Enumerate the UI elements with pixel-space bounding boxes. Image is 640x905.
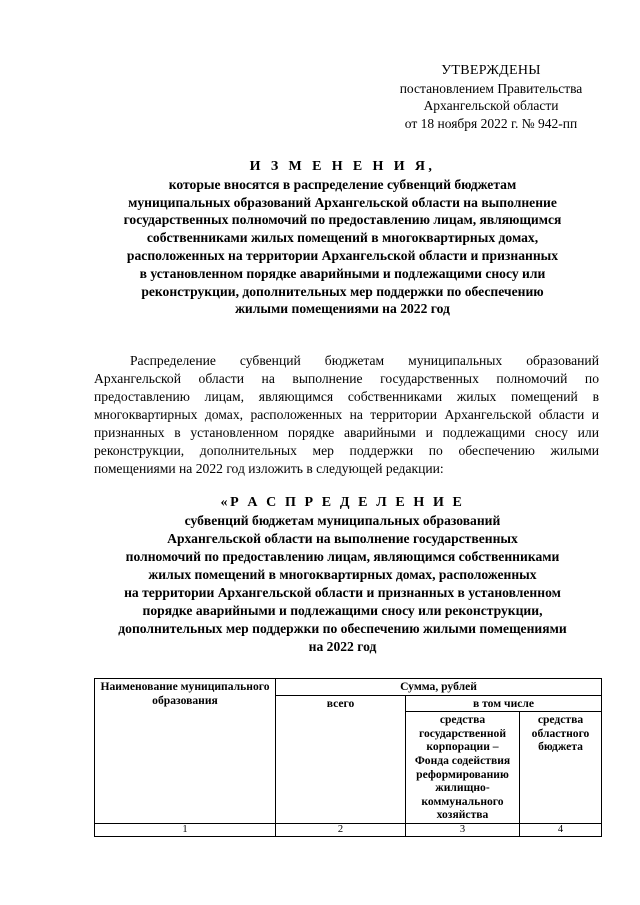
changes-title-line: жилыми помещениями на 2022 год xyxy=(235,301,450,317)
column-number: 4 xyxy=(520,823,602,836)
column-number: 3 xyxy=(406,823,520,836)
changes-title-line: муниципальных образований Архангельской области на выполнение xyxy=(128,194,557,210)
distribution-title-line: жилых помещений в многоквартирных домах, расположенных xyxy=(148,567,537,582)
changes-title xyxy=(80,158,605,318)
approval-line: Архангельской области xyxy=(423,98,559,113)
distribution-heading: «Р А С П Р Е Д Е Л Е Н И Е xyxy=(220,495,465,510)
distribution-title xyxy=(80,494,605,656)
subsidy-table xyxy=(94,678,602,837)
changes-title-line: государственных полномочий по предоставлению лицам, являющимся xyxy=(123,212,562,228)
distribution-title-line: порядке аварийными и подлежащими сносу или реконструкции, xyxy=(142,603,543,618)
changes-title-line: расположенных на территории Архангельской области и признанных xyxy=(126,247,559,263)
approval-date-line: от 18 ноября 2022 г. № 942-пп xyxy=(404,115,578,131)
distribution-title-line: Архангельской области на выполнение государственных xyxy=(167,531,518,546)
body-paragraph: Распределение субвенций бюджетам муниципальных образований Архангельской области на выполнение государственных полномочий по предоставлению лицам, являющимся собственниками жилых помещений в многоквартирных домах, расположенных на территории Архангельской области и признанных в установленном порядке аварийными и подлежащими сносу или реконструкции, дополнительных мер поддержки по обеспечению жилыми помещениями на 2022 год изложить в следующей редакции: xyxy=(94,353,599,476)
header-sum: Сумма, рублей xyxy=(276,679,602,696)
approval-stamp xyxy=(360,62,622,132)
changes-title-line: в установленном порядке аварийными и подлежащими сносу или xyxy=(139,265,546,281)
distribution-title-line: субвенций бюджетам муниципальных образований xyxy=(184,513,501,528)
header-regional: средства областного бюджета xyxy=(520,712,602,824)
changes-heading: И З М Е Н Е Н И Я, xyxy=(249,159,436,174)
changes-title-line: которые вносятся в распределение субвенций бюджетам xyxy=(168,176,517,192)
distribution-title-line: дополнительных мер поддержки по обеспечению жилыми помещениями xyxy=(118,621,567,636)
column-number: 2 xyxy=(276,823,406,836)
header-municipality: Наименование муниципального образования xyxy=(95,679,276,824)
changes-title-line: собственниками жилых помещений в многоквартирных домах, xyxy=(146,230,539,246)
approval-line: постановлением Правительства xyxy=(399,80,583,96)
header-including: в том числе xyxy=(406,695,602,712)
header-fund: средства государственной корпорации – Фонда содействия реформированию жилищно-коммунального хозяйства xyxy=(406,712,520,824)
approval-heading: УТВЕРЖДЕНЫ xyxy=(441,63,541,78)
distribution-title-line: полномочий по предоставлению лицам, являющимся собственниками xyxy=(125,549,560,564)
table-row xyxy=(95,823,602,836)
distribution-title-line: на территории Архангельской области и признанных в установленном xyxy=(124,585,561,600)
table-header-row xyxy=(95,679,602,696)
column-number: 1 xyxy=(95,823,276,836)
changes-title-line: реконструкции, дополнительных мер поддержки по обеспечению xyxy=(141,283,544,299)
distribution-title-line: на 2022 год xyxy=(308,639,377,654)
header-total: всего xyxy=(276,695,406,823)
